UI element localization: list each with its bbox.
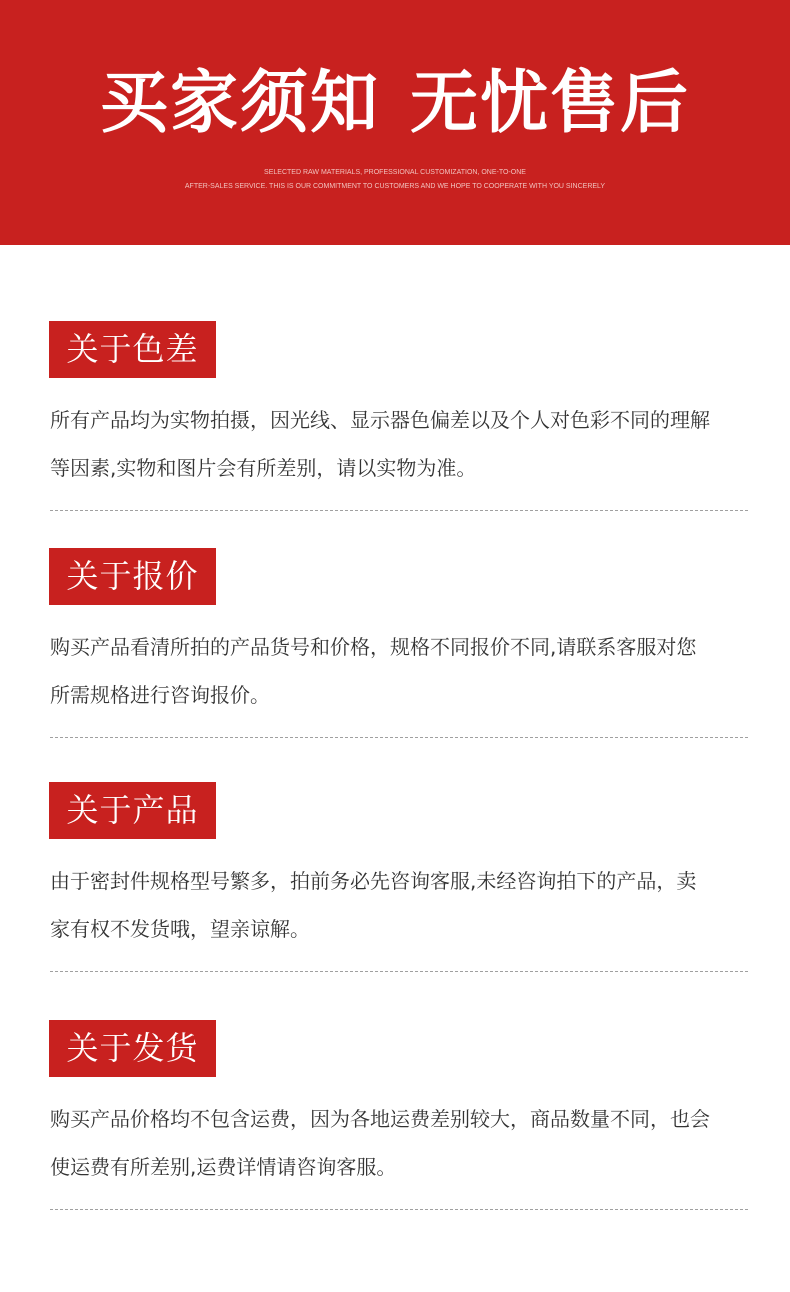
dashed-divider <box>50 1209 748 1210</box>
section-label: 关于发货 <box>49 1020 216 1077</box>
dashed-divider <box>50 510 748 511</box>
title-left: 买家须知 <box>99 64 380 143</box>
text-line: 等因素,实物和图片会有所差别，请以实物为准。 <box>50 456 477 480</box>
section-product <box>49 782 749 972</box>
header-subtitle <box>0 166 790 194</box>
page-title <box>0 60 790 148</box>
dashed-divider <box>50 737 748 738</box>
section-label: 关于产品 <box>49 782 216 839</box>
subtitle-line: AFTER-SALES SERVICE. THIS IS OUR COMMITMENT TO CUSTOMERS AND WE HOPE TO COOPERATE WITH YOU SINCERELY <box>184 183 606 190</box>
text-line: 由于密封件规格型号繁多，拍前务必先咨询客服,未经咨询拍下的产品，卖 <box>50 869 697 893</box>
section-label: 关于报价 <box>49 548 216 605</box>
text-line: 所有产品均为实物拍摄，因光线、显示器色偏差以及个人对色彩不同的理解 <box>50 408 710 432</box>
section-pricing <box>49 548 749 738</box>
section-text <box>49 1095 749 1191</box>
dashed-divider <box>50 971 748 972</box>
header-banner <box>0 0 790 245</box>
section-color-difference <box>49 321 749 511</box>
text-line: 所需规格进行咨询报价。 <box>50 683 270 707</box>
text-line: 使运费有所差别,运费详情请咨询客服。 <box>50 1155 397 1179</box>
title-right: 无忧售后 <box>410 64 691 143</box>
section-text <box>49 396 749 492</box>
text-line: 购买产品看清所拍的产品货号和价格，规格不同报价不同,请联系客服对您 <box>50 635 697 659</box>
text-line: 购买产品价格均不包含运费，因为各地运费差别较大，商品数量不同，也会 <box>50 1107 710 1131</box>
subtitle-line: SELECTED RAW MATERIALS, PROFESSIONAL CUSTOMIZATION, ONE-TO-ONE <box>264 169 526 176</box>
section-text <box>49 857 749 953</box>
section-text <box>49 623 749 719</box>
section-shipping <box>49 1020 749 1210</box>
section-label: 关于色差 <box>49 321 216 378</box>
text-line: 家有权不发货哦，望亲谅解。 <box>50 917 310 941</box>
